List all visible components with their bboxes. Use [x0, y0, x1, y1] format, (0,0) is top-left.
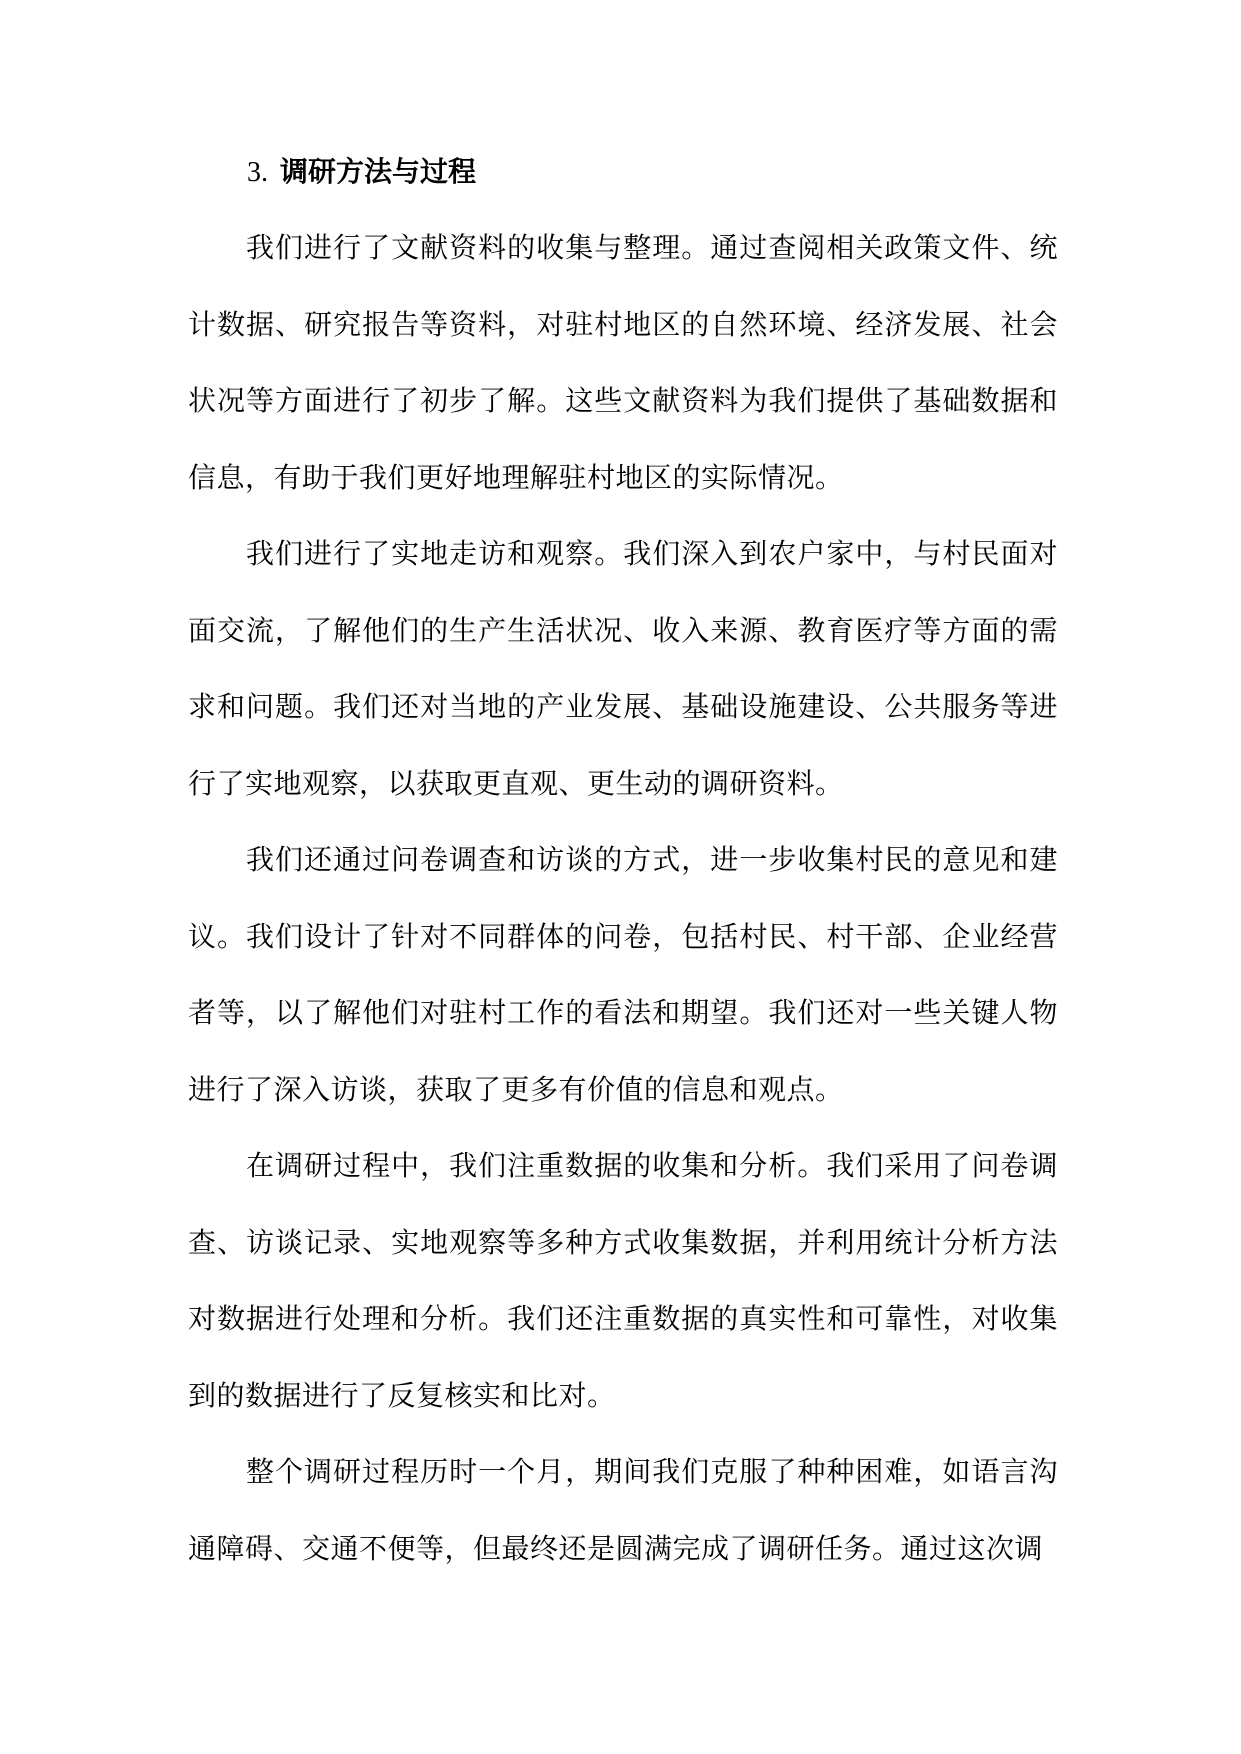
paragraph-surveys-interviews: 我们还通过问卷调查和访谈的方式，进一步收集村民的意见和建议。我们设计了针对不同群体的问卷，包括村民、村干部、企业经营者等，以了解他们对驻村工作的看法和期望。我们还对一些关键人物进行了深入访谈，获取了更多有价值的信息和观点。 [188, 843, 1058, 1106]
paragraph-literature-review: 我们进行了文献资料的收集与整理。通过查阅相关政策文件、统计数据、研究报告等资料，对驻村地区的自然环境、经济发展、社会状况等方面进行了初步了解。这些文献资料为我们提供了基础数据和信息，有助于我们更好地理解驻村地区的实际情况。 [188, 231, 1058, 494]
section-title: 调研方法与过程 [280, 155, 477, 188]
paragraph-process-summary: 整个调研过程历时一个月，期间我们克服了种种困难，如语言沟通障碍、交通不便等，但最终还是圆满完成了调研任务。通过这次调 [188, 1455, 1058, 1565]
paragraph-data-analysis: 在调研过程中，我们注重数据的收集和分析。我们采用了问卷调查、访谈记录、实地观察等多种方式收集数据，并利用统计分析方法对数据进行处理和分析。我们还注重数据的真实性和可靠性，对收集到的数据进行了反复核实和比对。 [188, 1149, 1058, 1412]
section-heading [247, 148, 476, 197]
section-number: 3. [247, 157, 268, 188]
paragraph-field-visits: 我们进行了实地走访和观察。我们深入到农户家中，与村民面对面交流，了解他们的生产生活状况、收入来源、教育医疗等方面的需求和问题。我们还对当地的产业发展、基础设施建设、公共服务等进行了实地观察，以获取更直观、更生动的调研资料。 [188, 537, 1058, 800]
document-body [188, 210, 1058, 1587]
